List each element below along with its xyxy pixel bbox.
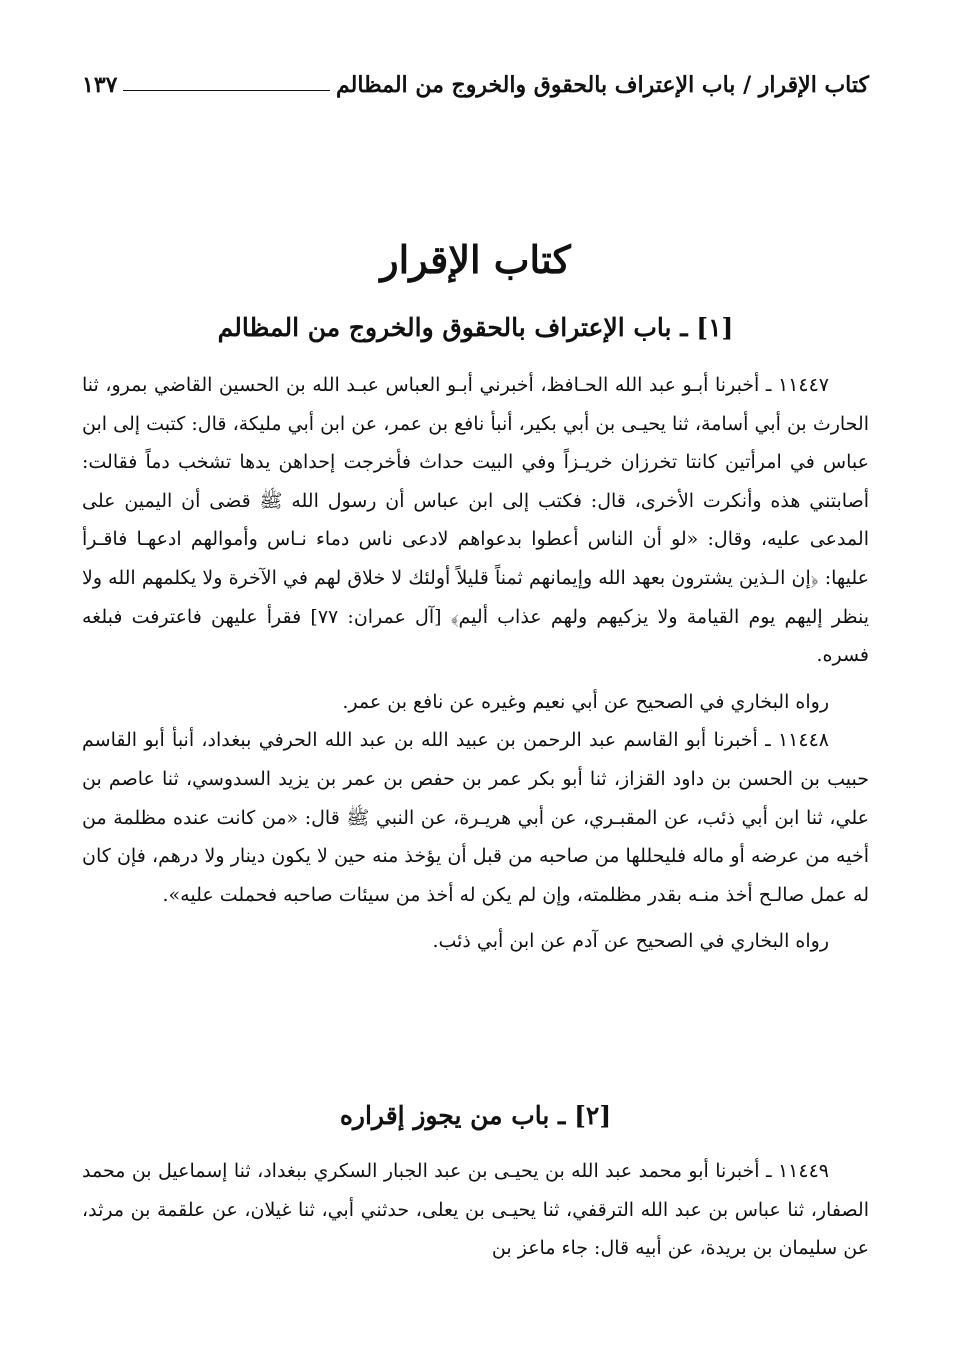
narration-note-2: رواه البخاري في الصحيح عن آدم عن ابن أبي ذئب. — [432, 930, 829, 953]
chapter-heading-1: [١] ـ باب الإعتراف بالحقوق والخروج من المظالم — [217, 313, 734, 342]
header-rule — [123, 90, 330, 91]
chapter-2-body — [82, 1152, 869, 1268]
hadith-11448: ١١٤٤٨ ـ أخبرنا أبو القاسم عبد الرحمن بن عبيد الله بن عبد الله الحرفي ببغداد، أنبأ أبو القاسم حبيب بن الحسن بن داود القزاز، ثنا أبو بكر عمر بن حفص بن عمر بن يزيد السدوسي، ثنا عاصم بن علي، ثنا ابن أبي ذئب، عن المقبـري، عن أبي هريـرة، عن النبي ﷺ قال: «من كانت عنده مظلمة من أخيه من عرضه أو ماله فليحللها من صاحبه من قبل أن يؤخذ منه حين لا يكون دينار ولا درهم، فإن كان له عمل صالـح أخذ منـه بقدر مظلمته، وإن لم يكن له أخذ من سيئات صاحبه فحملت عليه». — [82, 729, 869, 906]
book-title: كتاب الإقرار — [380, 237, 571, 282]
header-title: كتاب الإقرار / باب الإعتراف بالحقوق والخروج من المظالم — [336, 72, 869, 98]
running-header — [82, 58, 869, 98]
hadith-11449: ١١٤٤٩ ـ أخبرنا أبو محمد عبد الله بن يحيـى بن عبد الجبار السكري ببغداد، ثنا إسماعيل بن محمد الصفار، ثنا عباس بن عبد الله الترقفي، ثنا يحيـى بن يعلى، حدثني أبي، ثنا غيلان، عن علقمة بن مرثد، عن سليمان بن بريدة، عن أبيه قال: جاء ماعز بن — [82, 1160, 869, 1260]
chapter-heading-2: [٢] ـ باب من يجوز إقراره — [339, 1101, 612, 1130]
page-number: ١٣٧ — [82, 72, 118, 98]
chapter-1-body — [82, 366, 869, 961]
narration-note-1: رواه البخاري في الصحيح عن أبي نعيم وغيره عن نافع بن عمر. — [342, 690, 829, 713]
hadith-11447: ١١٤٤٧ ـ أخبرنا أبـو عبد الله الحـافظ، أخبرني أبـو العباس عبـد الله بن الحسين القاضي بمرو، ثنا الحارث بن أبي أسامة، ثنا يحيـى بن أبي بكير، أنبأ نافع بن عمر، عن ابن أبي مليكة، قال: كتبت إلى ابن عباس في امرأتين كانتا تخرزان خريـزاً وفي البيت حداث فأخرجت إحداهن يدها تشخب دماً فقالت: أصابتني هذه وأنكرت الأخرى، قال: فكتب إلى ابن عباس أن رسول الله ﷺ قضى أن اليمين على المدعى عليه، وقال: «لو أن الناس أعطوا بدعواهم لادعى ناس دماء نـاس وأموالهم ادعهـا فاقـرأ عليها: ﴿إن الـذين يشترون بعهد الله وإيمانهم ثمناً قليلاً أولئك لا خلاق لهم في الآخرة ولا يكلمهم الله ولا ينظر إليهم يوم القيامة ولا يزكيهم ولهم عذاب أليم﴾ [آل عمران: ٧٧] فقرأ عليهن فاعترفت فبلغه فسره. — [82, 374, 869, 667]
